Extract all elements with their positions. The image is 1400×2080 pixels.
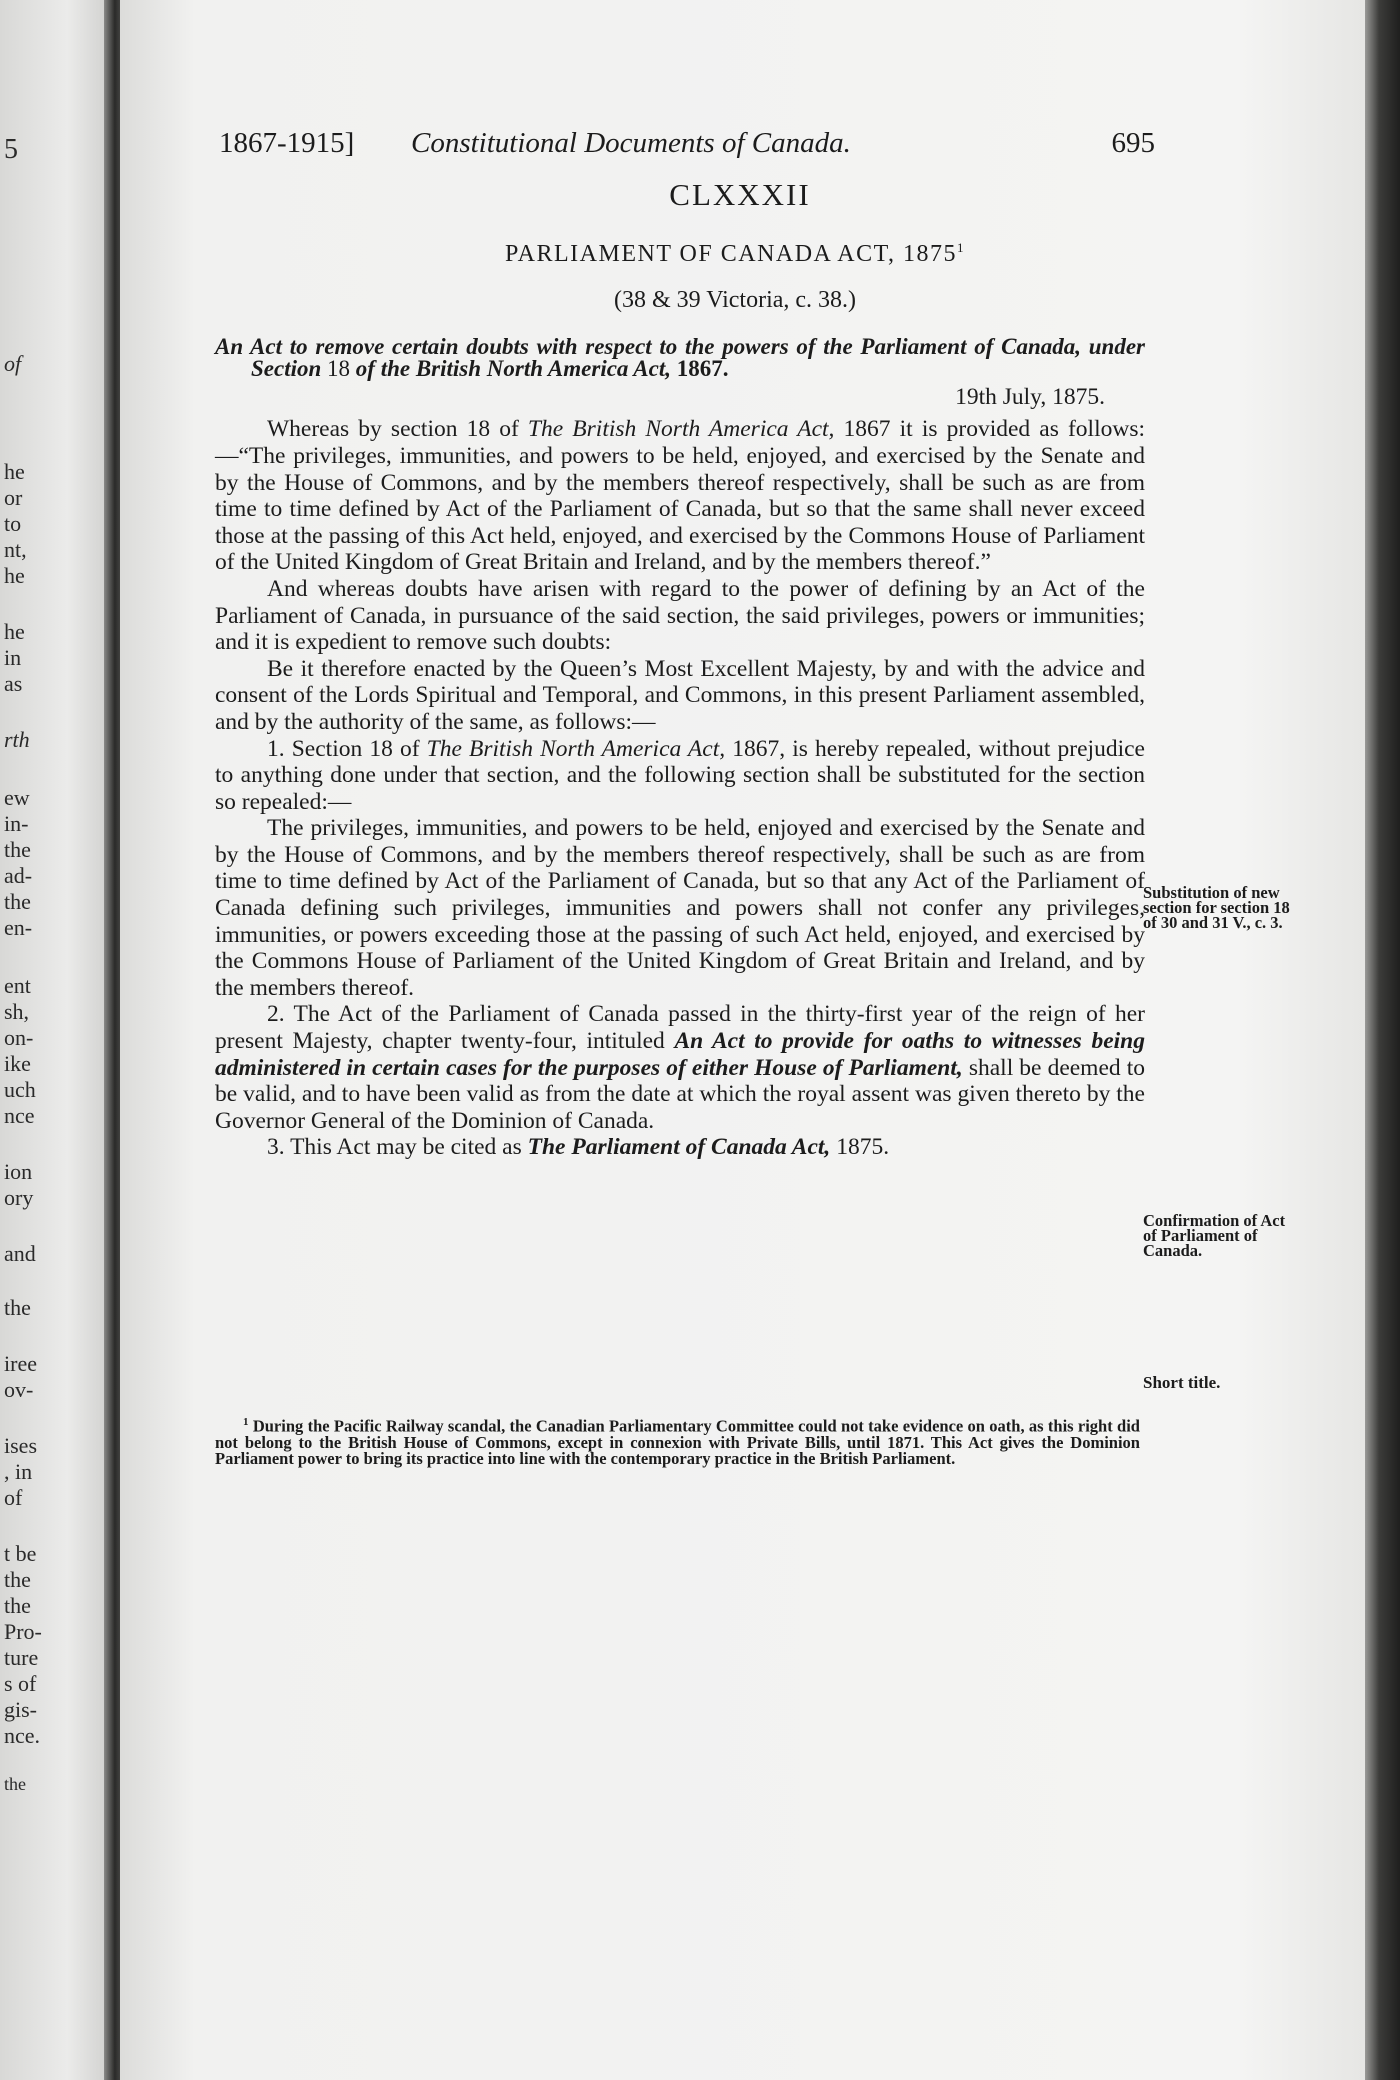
text-run: Whereas by section 18 of — [267, 416, 528, 443]
facing-fragment: uch — [4, 1077, 36, 1102]
facing-fragment: on- — [4, 1025, 34, 1050]
text-run: 3. This Act may be cited as — [267, 1134, 528, 1161]
facing-fragment: or — [4, 485, 23, 510]
facing-fragment: ture — [4, 1645, 39, 1670]
footnote-text: During the Pacific Railway scandal, the Canadian Parliamentary Committee could not take evidence on oath, as this right did not belong to the British House of Commons, except in connexion with Private Bills, until 1871. This Act gives the Dominion Parliament power to bring its practice into line with the contemporary practice in the British Parliament. — [215, 1416, 1140, 1468]
long-title-part: of the British North America Act, — [350, 355, 677, 381]
facing-fragment: s of — [4, 1671, 37, 1696]
facing-fragment: the — [4, 1774, 26, 1794]
marginal-note-short-title: Short title. — [1143, 1373, 1221, 1392]
preamble-paragraph: And whereas doubts have arisen with regard to the power of defining by an Act of the Parliament of Canada, in pursuance of the said section, the said privileges, powers or immunities; and it is expedient to remove such doubts: — [215, 575, 1145, 656]
long-title-part: An Act to remove certain doubts with respect to the powers of the Parliament of Canada, under Section — [215, 333, 1145, 381]
citation: (38 & 39 Victoria, c. 38.) — [613, 287, 857, 314]
long-title-part: 18 — [327, 355, 351, 381]
section-1 — [215, 736, 1145, 816]
facing-fragment: to — [4, 511, 22, 536]
facing-fragment: ion — [4, 1159, 33, 1184]
facing-fragment: t be — [4, 1541, 37, 1566]
facing-fragment: ises — [4, 1433, 37, 1458]
text-run: The British North America Act, — [426, 735, 726, 762]
facing-fragment: as — [4, 671, 23, 696]
facing-fragment: , in — [4, 1459, 33, 1484]
facing-fragment: sh, — [4, 999, 30, 1024]
facing-fragment: he — [4, 619, 25, 644]
facing-fragment: iree — [4, 1351, 37, 1376]
facing-fragment: Pro- — [4, 1619, 42, 1644]
footnote-reference: 1 — [956, 239, 965, 255]
facing-fragment: the — [4, 1567, 31, 1592]
section-3 — [215, 1134, 1145, 1161]
facing-fragment: ew — [4, 785, 30, 810]
facing-fragment: the — [4, 889, 31, 914]
facing-fragment: ory — [4, 1185, 34, 1210]
facing-fragment: nt, — [4, 537, 27, 562]
facing-fragment: and — [4, 1241, 36, 1266]
facing-fragment: he — [4, 459, 25, 484]
facing-fragment: in — [4, 645, 22, 670]
preamble-paragraph — [215, 416, 1145, 576]
facing-fragment: of — [4, 351, 22, 376]
text-run: The British North America Act, — [527, 416, 835, 443]
facing-fragment: of — [4, 1485, 23, 1510]
facing-fragment: 5 — [4, 134, 18, 165]
footnote-mark: 1 — [243, 1416, 249, 1428]
facing-page-edge — [0, 0, 112, 2080]
facing-fragment: he — [4, 563, 25, 588]
facing-fragment: gis- — [4, 1697, 37, 1722]
facing-fragment: ad- — [4, 863, 33, 888]
substituted-section: The privileges, immunities, and powers to be held, enjoyed and exercised by the Senate and by the House of Commons, and by the members thereof respectively, shall be such as are from time to time defined by Act of the Parliament of Canada, but so that any Act of the Parliament of Canada defining such privileges, immunities and powers shall not confer any privileges, immunities, or powers exceeding those at the passing of such Act held, enjoyed, and exercised by the Commons House of Parliament of the United Kingdom of Great Britain and Ireland, and by the members thereof. — [215, 815, 1145, 1001]
facing-fragment: the — [4, 1295, 31, 1320]
act-title — [215, 235, 1145, 268]
facing-fragment: nce. — [4, 1723, 41, 1748]
enactment-date: 19th July, 1875. — [955, 383, 1105, 410]
header-book-title: Constitutional Documents of Canada. — [411, 127, 851, 159]
page-body — [215, 124, 1155, 1161]
facing-fragment: ov- — [4, 1377, 34, 1402]
text-run: 1867, is hereby repealed, without prejudice to anything done under that section, and the following section shall be substituted for the section so repealed:— — [215, 735, 1145, 815]
long-title — [215, 333, 1145, 381]
facing-fragment: the — [4, 837, 31, 862]
facing-fragment: nce — [4, 1103, 35, 1128]
long-title-part: 1867. — [676, 355, 729, 381]
footnote — [215, 1414, 1140, 1467]
facing-fragment: in- — [4, 811, 29, 836]
marginal-note-substitution: Substitution of new section for section 18 of 30 and 31 V., c. 3. — [1143, 883, 1290, 932]
running-head — [215, 124, 1155, 164]
text-run: shall be deemed to be valid, and to have been valid as from the date at which the royal assent was given thereto by the Governor General of the Dominion of Canada. — [215, 1054, 1146, 1134]
page-number: 695 — [1111, 127, 1155, 159]
header-years: 1867-1915] — [219, 127, 355, 159]
text-run: 2. The Act of the Parliament of Canada passed in the thirty-first year of the reign of her present Majesty, chapter twenty-four, intituled — [215, 1001, 1145, 1055]
text-run: 1875. — [830, 1134, 890, 1161]
enacting-clause: Be it therefore enacted by the Queen’s Most Excellent Majesty, by and with the advice and consent of the Lords Spiritual and Temporal, and Commons, in this present Parliament assembled, and by the authority of the same, as follows:— — [215, 655, 1145, 735]
text-run: An Act to provide for oaths to witnesses being administered in certain cases for the purposes of either House of Parliament, — [215, 1028, 1145, 1081]
text-run: 1. Section 18 of — [267, 735, 427, 762]
page-edge-shadow — [1365, 0, 1400, 2080]
document-number: CLXXXII — [669, 177, 811, 212]
facing-fragment: ent — [4, 973, 31, 998]
facing-fragment: the — [4, 1593, 31, 1618]
facing-fragment: ike — [4, 1051, 31, 1076]
text-run: The Parliament of Canada Act, — [527, 1134, 831, 1161]
act-title-text: PARLIAMENT OF CANADA ACT, 1875 — [505, 240, 957, 267]
section-2 — [215, 1001, 1145, 1134]
facing-fragment: rth — [4, 727, 30, 752]
text-run: 1867 it is provided as follows:—“The privileges, immunities, and powers to be held, enjoyed, and exercised by the Senate and by the House of Commons, and by the members thereof respectively, shall be such as are from time to time defined by Act of the Parliament of Canada, but so that the same shall never exceed those at the passing of this Act held, enjoyed, and exercised by the Commons House of Parliament of the United Kingdom of Great Britain and Ireland, and by the members thereof.” — [215, 416, 1145, 576]
facing-fragment: en- — [4, 915, 33, 940]
marginal-note-confirmation: Confirmation of Act of Parliament of Canada. — [1143, 1211, 1286, 1260]
